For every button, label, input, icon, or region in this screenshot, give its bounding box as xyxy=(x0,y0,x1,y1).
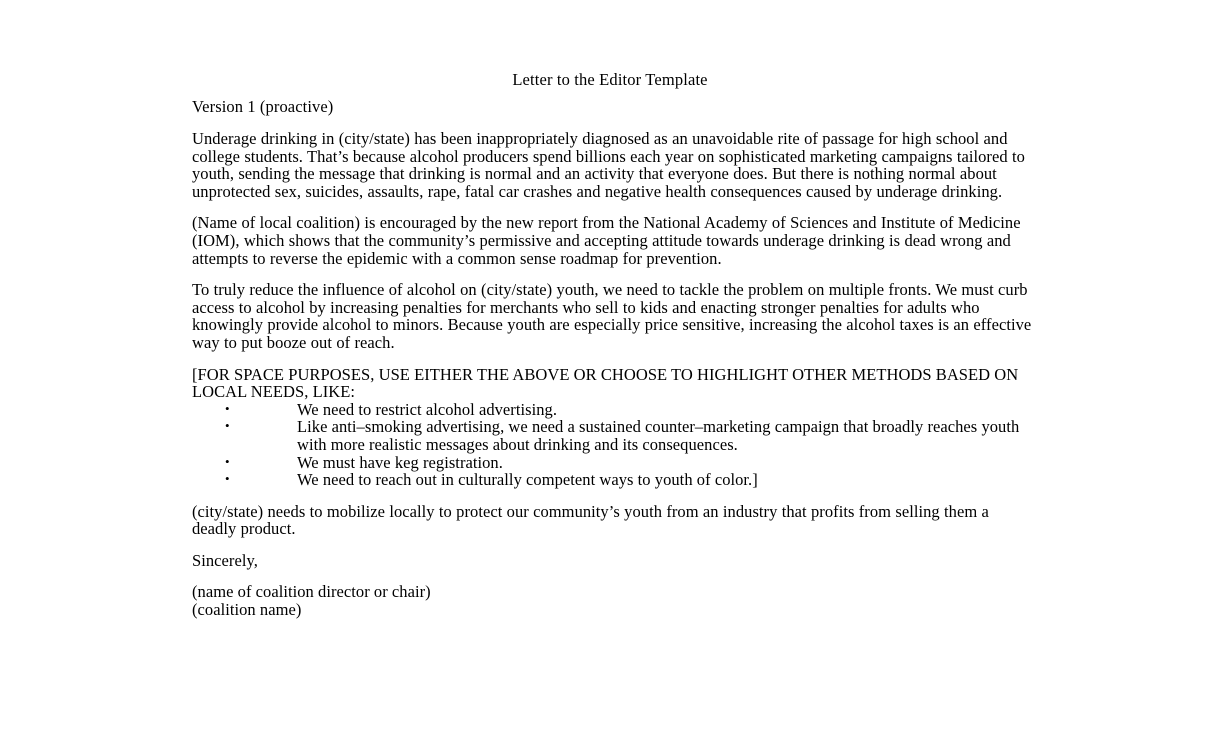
list-item xyxy=(192,401,1032,419)
list-item-label: We need to reach out in culturally competent ways to youth of color.] xyxy=(297,470,758,490)
closing-paragraph: (city/state) needs to mobilize locally to protect our community’s youth from an industry that profits from selling them a deadly product. xyxy=(192,501,989,539)
signature-line-coalition: (coalition name) xyxy=(192,600,302,620)
bullet-icon: • xyxy=(225,453,230,469)
methods-list xyxy=(192,401,1032,489)
bullet-icon: • xyxy=(225,418,230,434)
paragraph-1: Underage drinking in (city/state) has been inappropriately diagnosed as an unavoidable rite of passage for high school and college students. That’s because alcohol producers spend billions each year on sophisticated marketing campaigns tailored to youth, sending the message that drinking is normal and an activity that everyone does. But there is nothing normal about unprotected sex, suicides, assaults, rape, fatal car crashes and negative health consequences caused by underage drinking. xyxy=(192,129,1025,201)
page-title: Letter to the Editor Template xyxy=(512,70,708,89)
version-label: Version 1 (proactive) xyxy=(192,97,334,116)
list-item xyxy=(192,454,1032,472)
bullet-icon: • xyxy=(225,471,230,487)
list-item-label: Like anti–smoking advertising, we need a sustained counter–marketing campaign that broadly reaches youth with more realistic messages about drinking and its consequences. xyxy=(297,417,1020,454)
list-item xyxy=(192,418,1032,453)
list-item-label: We need to restrict alcohol advertising. xyxy=(297,399,557,419)
paragraph-3: To truly reduce the influence of alcohol on (city/state) youth, we need to tackle the problem on multiple fronts. We must curb access to alcohol by increasing penalties for merchants who sell to kids and enacting stronger penalties for adults who knowingly provide alcohol to minors. Because youth are especially price sensitive, increasing the alcohol taxes is an effective way to put booze out of reach. xyxy=(192,280,1032,352)
signature-line-name: (name of coalition director or chair) xyxy=(192,582,431,602)
instruction-note: [FOR SPACE PURPOSES, USE EITHER THE ABOVE OR CHOOSE TO HIGHLIGHT OTHER METHODS BASED ON LOCAL NEEDS, LIKE: xyxy=(192,364,1019,402)
document-body xyxy=(192,96,1032,619)
list-item xyxy=(192,471,1032,489)
salutation: Sincerely, xyxy=(192,550,258,570)
bullet-icon: • xyxy=(225,400,230,416)
list-item-label: We must have keg registration. xyxy=(297,452,503,472)
paragraph-2: (Name of local coalition) is encouraged by the new report from the National Academy of Sciences and Institute of Medicine (IOM), which shows that the community’s permissive and accepting attitude towards underage drinking is dead wrong and attempts to reverse the epidemic with a common sense roadmap for prevention. xyxy=(192,213,1021,268)
signature-block xyxy=(192,583,1032,618)
